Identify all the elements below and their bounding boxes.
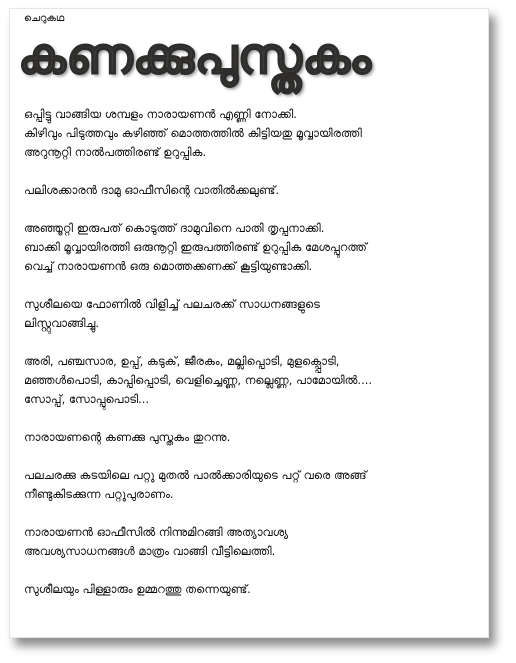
genre-label: ചെറുകഥ: [24, 13, 65, 24]
story-paragraph-3: അഞ്ഞൂറ്റി ഇരുപത് കൊടുത്ത് ദാമുവിനെ പാതി തൃപ്പനാക്കി. ബാക്കി മൂവ്വായിരത്തി ഒരുനൂറ്റി ഇരുപത്തിരണ്ട് ഉറുപ്പിക മേശപ്പുറത്ത് വെച്ച് നാരായണന്‍ ഒരു മൊത്തക്കണക്ക് കൂട്ടിയുണ്ടാക്കി.: [24, 221, 367, 273]
story-paragraph-5: അരി, പഞ്ചസാര, ഉപ്പ്, കടുക്, ജീരകം, മല്ലിപ്പൊടി, മുളക്പ്പൊടി, മഞ്ഞള്‍പൊടി, കാപ്പിപ്പൊടി, വെളിച്ചെണ്ണ, നല്ലെണ്ണ, പാമോയില്‍.... സോപ്പ്, സോപ്പുപൊടി...: [24, 354, 373, 406]
story-paragraph-8: നാരായണന്‍ ഓഫീസില്‍ നിന്നുമിറങ്ങി അത്യാവശ്യ അവശ്യസാധനങ്ങള്‍ മാത്രം വാങ്ങി വീട്ടിലെത്തി.: [24, 525, 289, 558]
story-page: [9, 8, 489, 638]
story-paragraph-6: നാരായണന്റെ കണക്കു പുസ്തകം തുറന്നു.: [24, 430, 231, 444]
story-body: [24, 105, 484, 599]
story-paragraph-1: ഒപ്പിട്ടു വാങ്ങിയ ശമ്പളം നാരായണന്‍ എണ്ണി നോക്കി. കിഴിവും പിടുത്തവും കഴിഞ്ഞ് മൊത്തത്തില്‍ കിട്ടിയതു മൂവ്വായിരത്തി അറുനൂറ്റി നാല്‍പത്തിരണ്ട് ഉറുപ്പിക.: [24, 107, 362, 159]
story-paragraph-4: സുശീലയെ ഫോണില്‍ വിളിച്ച് പലചരക്ക് സാധനങ്ങളുടെ ലിസ്റ്റുവാങ്ങിച്ചു.: [24, 297, 320, 330]
story-title: കണക്കുപുസ്തകം: [18, 27, 372, 85]
story-paragraph-7: പലചരക്കു കടയിലെ പറ്റു മുതല്‍ പാല്‍ക്കാരിയുടെ പറ്റ് വരെ അങ്ങ് നീണ്ടുകിടക്കുന്ന പറ്റുപുരാണം.: [24, 468, 367, 501]
story-paragraph-2: പലിശക്കാരന്‍ ദാമു ഓഫീസിന്റെ വാതില്‍ക്കലുണ്ട്.: [24, 183, 279, 197]
story-paragraph-9: സുശീലയും പിള്ളാരും ഉമ്മറത്തു തന്നെയുണ്ട്.: [24, 582, 251, 596]
